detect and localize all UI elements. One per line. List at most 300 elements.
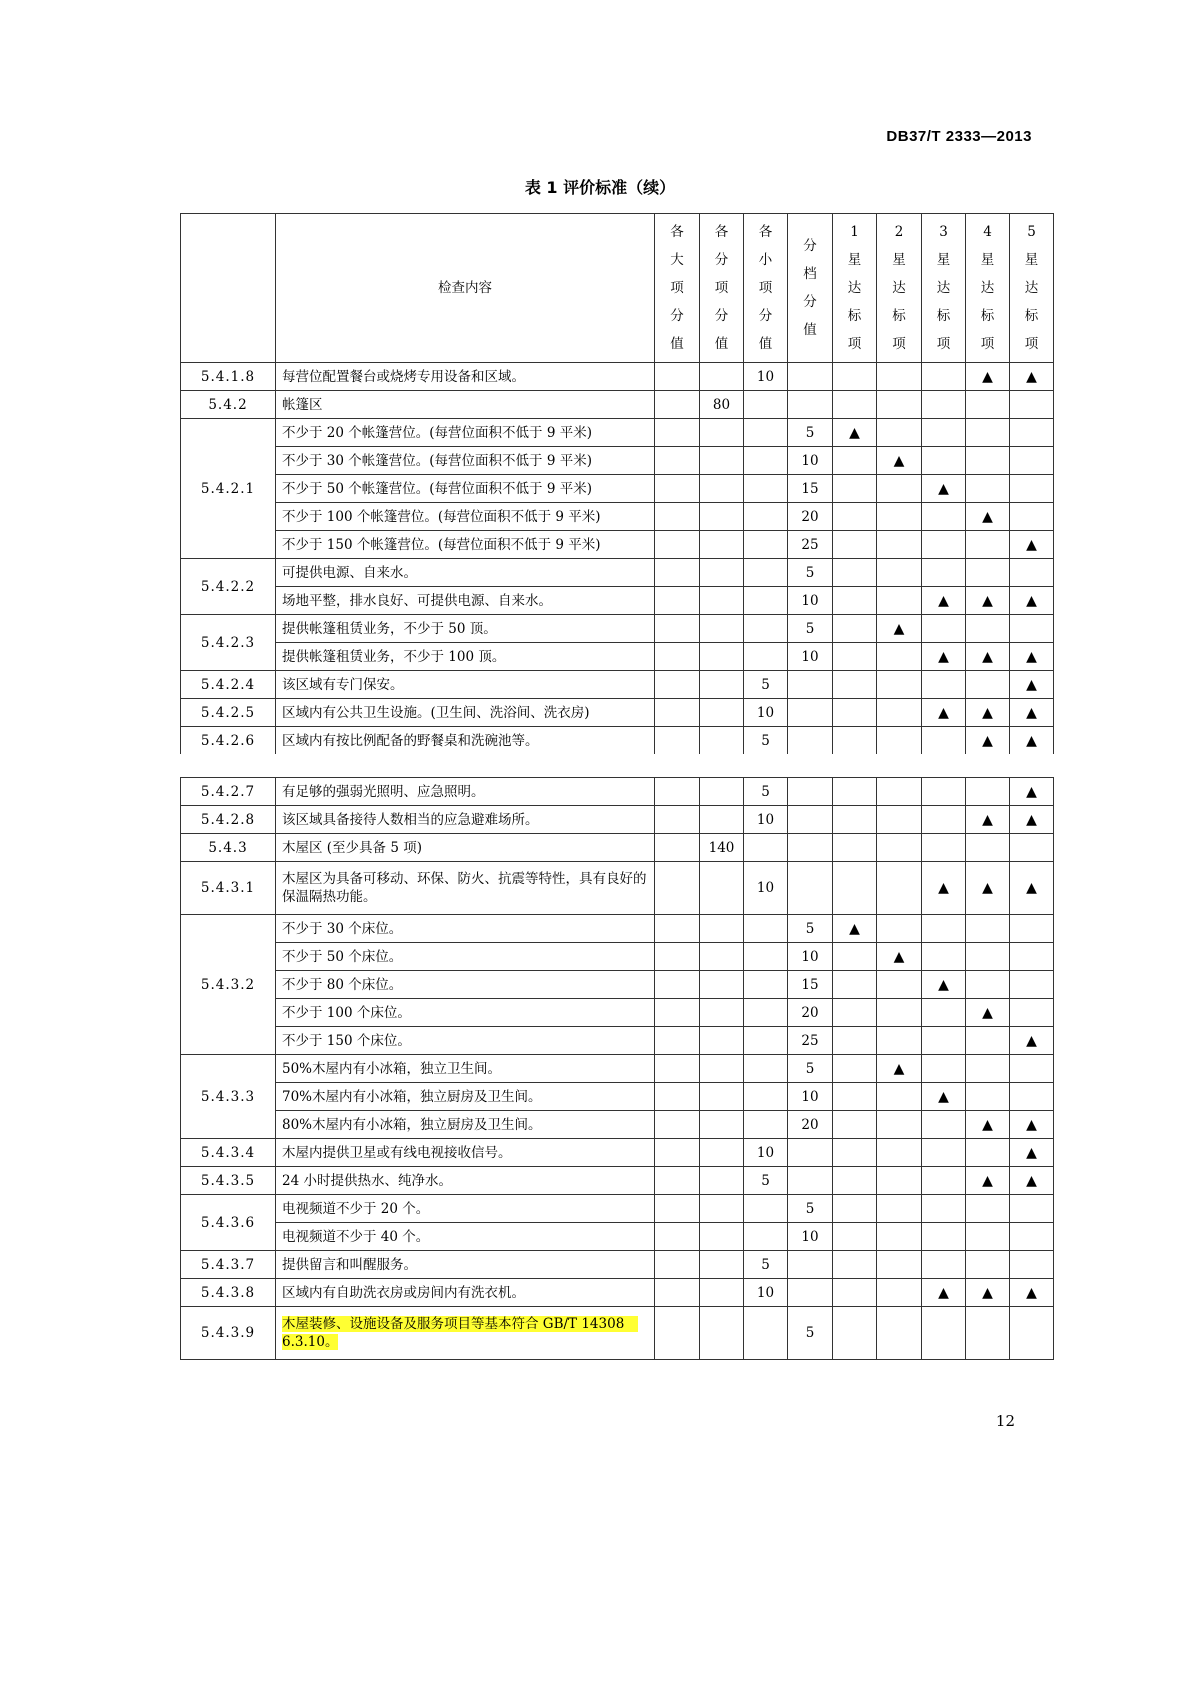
star1-mark (833, 1055, 877, 1083)
score-tier: 25 (788, 1027, 833, 1055)
score-tier: 5 (788, 615, 833, 643)
item-content: 80%木屋内有小冰箱，独立厨房及卫生间。 (276, 1111, 655, 1139)
score-major (655, 503, 700, 531)
score-major (655, 531, 700, 559)
score-sub (700, 671, 744, 699)
score-major (655, 1111, 700, 1139)
star1-mark (833, 1195, 877, 1223)
score-tier (788, 806, 833, 834)
score-minor: 10 (744, 862, 788, 915)
score-major (655, 699, 700, 727)
star1-mark (833, 1223, 877, 1251)
star2-mark: ▲ (877, 447, 922, 475)
score-tier: 5 (788, 1055, 833, 1083)
star3-mark (922, 1167, 966, 1195)
star3-mark: ▲ (922, 587, 966, 615)
score-minor (744, 587, 788, 615)
table-row (181, 862, 1054, 915)
score-major (655, 643, 700, 671)
score-minor (744, 1083, 788, 1111)
star5-mark: ▲ (1010, 778, 1054, 806)
item-code: 5.4.3.1 (181, 862, 276, 915)
item-content: 每营位配置餐台或烧烤专用设备和区域。 (276, 363, 655, 391)
star1-mark (833, 834, 877, 862)
score-tier: 25 (788, 531, 833, 559)
star2-mark (877, 834, 922, 862)
score-major (655, 943, 700, 971)
star3-mark (922, 671, 966, 699)
score-tier: 20 (788, 503, 833, 531)
score-sub (700, 1167, 744, 1195)
star1-mark (833, 503, 877, 531)
star4-mark (966, 1251, 1010, 1279)
star2-mark (877, 727, 922, 755)
table-row (181, 778, 1054, 806)
score-major (655, 971, 700, 999)
star4-mark: ▲ (966, 699, 1010, 727)
star5-mark: ▲ (1010, 1167, 1054, 1195)
star2-mark (877, 643, 922, 671)
item-code: 5.4.2.7 (181, 778, 276, 806)
score-tier: 5 (788, 419, 833, 447)
star5-mark: ▲ (1010, 1111, 1054, 1139)
score-minor (744, 503, 788, 531)
item-content: 场地平整，排水良好、可提供电源、自来水。 (276, 587, 655, 615)
star5-mark (1010, 419, 1054, 447)
star2-mark: ▲ (877, 615, 922, 643)
score-sub (700, 806, 744, 834)
item-content: 提供帐篷租赁业务，不少于 50 顶。 (276, 615, 655, 643)
score-sub (700, 503, 744, 531)
item-code: 5.4.2.2 (181, 559, 276, 615)
item-code: 5.4.2 (181, 391, 276, 419)
star1-mark (833, 1307, 877, 1360)
star3-mark (922, 727, 966, 755)
score-major (655, 806, 700, 834)
star3-mark (922, 419, 966, 447)
star2-mark (877, 363, 922, 391)
table-row (181, 615, 1054, 643)
table-row (181, 1167, 1054, 1195)
table-header-row (181, 214, 1054, 363)
score-minor (744, 559, 788, 587)
score-sub (700, 862, 744, 915)
score-tier (788, 1251, 833, 1279)
score-tier (788, 1167, 833, 1195)
score-major (655, 1027, 700, 1055)
item-code: 5.4.2.5 (181, 699, 276, 727)
item-code: 5.4.3.3 (181, 1055, 276, 1139)
star3-mark (922, 1195, 966, 1223)
star3-mark (922, 834, 966, 862)
star3-mark (922, 1139, 966, 1167)
score-minor: 10 (744, 1279, 788, 1307)
score-sub (700, 1223, 744, 1251)
item-content: 帐篷区 (276, 391, 655, 419)
star4-mark (966, 447, 1010, 475)
star1-mark (833, 643, 877, 671)
header-content: 检查内容 (276, 214, 655, 363)
star5-mark: ▲ (1010, 727, 1054, 755)
item-content: 区域内有公共卫生设施。(卫生间、洗浴间、洗衣房) (276, 699, 655, 727)
star5-mark: ▲ (1010, 671, 1054, 699)
table-segment-1-clip (175, 213, 1060, 754)
star5-mark: ▲ (1010, 806, 1054, 834)
star3-mark (922, 943, 966, 971)
score-sub (700, 475, 744, 503)
star5-mark (1010, 503, 1054, 531)
item-content: 该区域具备接待人数相当的应急避难场所。 (276, 806, 655, 834)
score-major (655, 778, 700, 806)
score-tier: 10 (788, 643, 833, 671)
table-row (181, 1223, 1054, 1251)
score-sub (700, 1307, 744, 1360)
score-major (655, 915, 700, 943)
score-minor (744, 615, 788, 643)
star4-mark (966, 475, 1010, 503)
star2-mark (877, 1027, 922, 1055)
star4-mark (966, 1027, 1010, 1055)
score-major (655, 1139, 700, 1167)
table-row (181, 806, 1054, 834)
score-sub: 140 (700, 834, 744, 862)
score-minor: 10 (744, 363, 788, 391)
star4-mark (966, 615, 1010, 643)
star5-mark (1010, 475, 1054, 503)
score-sub (700, 559, 744, 587)
star1-mark (833, 587, 877, 615)
score-tier: 5 (788, 915, 833, 943)
item-code: 5.4.3.5 (181, 1167, 276, 1195)
item-content: 不少于 50 个帐篷营位。(每营位面积不低于 9 平米) (276, 475, 655, 503)
star2-mark (877, 1167, 922, 1195)
star2-mark (877, 1251, 922, 1279)
table-row (181, 503, 1054, 531)
star1-mark (833, 1167, 877, 1195)
table-row (181, 1027, 1054, 1055)
score-sub: 80 (700, 391, 744, 419)
item-content (276, 1307, 655, 1360)
header-star1: 1星达标项 (833, 214, 877, 363)
score-sub (700, 699, 744, 727)
star3-mark (922, 778, 966, 806)
table-row (181, 363, 1054, 391)
score-tier: 5 (788, 559, 833, 587)
item-code: 5.4.3.8 (181, 1279, 276, 1307)
item-code: 5.4.3.6 (181, 1195, 276, 1251)
score-tier (788, 834, 833, 862)
star3-mark: ▲ (922, 475, 966, 503)
score-tier: 15 (788, 475, 833, 503)
table-row (181, 1279, 1054, 1307)
table-row (181, 1083, 1054, 1111)
star3-mark (922, 1251, 966, 1279)
header-minor: 各小项分值 (744, 214, 788, 363)
item-code: 5.4.3.9 (181, 1307, 276, 1360)
score-minor: 10 (744, 1139, 788, 1167)
table-row (181, 943, 1054, 971)
score-tier (788, 363, 833, 391)
table-row (181, 447, 1054, 475)
star1-mark (833, 999, 877, 1027)
star3-mark: ▲ (922, 971, 966, 999)
star3-mark (922, 615, 966, 643)
star3-mark (922, 1111, 966, 1139)
score-minor (744, 531, 788, 559)
table-row (181, 559, 1054, 587)
star4-mark (966, 971, 1010, 999)
score-tier: 10 (788, 587, 833, 615)
score-minor (744, 1195, 788, 1223)
score-tier: 10 (788, 1223, 833, 1251)
star4-mark (966, 419, 1010, 447)
item-content: 区域内有自助洗衣房或房间内有洗衣机。 (276, 1279, 655, 1307)
header-star5: 5星达标项 (1010, 214, 1054, 363)
header-sub: 各分项分值 (700, 214, 744, 363)
star1-mark (833, 1251, 877, 1279)
star1-mark (833, 475, 877, 503)
star1-mark (833, 1083, 877, 1111)
score-minor: 5 (744, 1251, 788, 1279)
score-major (655, 1195, 700, 1223)
star2-mark (877, 999, 922, 1027)
star5-mark (1010, 391, 1054, 419)
star5-mark (1010, 971, 1054, 999)
table-row (181, 727, 1054, 755)
star3-mark: ▲ (922, 699, 966, 727)
star4-mark (966, 1223, 1010, 1251)
star5-mark (1010, 615, 1054, 643)
score-tier: 20 (788, 1111, 833, 1139)
star1-mark (833, 531, 877, 559)
star2-mark (877, 1223, 922, 1251)
score-sub (700, 363, 744, 391)
star3-mark: ▲ (922, 1279, 966, 1307)
star3-mark (922, 1055, 966, 1083)
star4-mark (966, 834, 1010, 862)
star3-mark (922, 447, 966, 475)
star2-mark: ▲ (877, 943, 922, 971)
item-content: 70%木屋内有小冰箱，独立厨房及卫生间。 (276, 1083, 655, 1111)
score-tier (788, 862, 833, 915)
score-minor (744, 391, 788, 419)
document-code: DB37/T 2333—2013 (886, 128, 1032, 145)
star4-mark: ▲ (966, 363, 1010, 391)
table-row (181, 643, 1054, 671)
score-minor (744, 999, 788, 1027)
star2-mark (877, 1307, 922, 1360)
score-sub (700, 1251, 744, 1279)
score-tier (788, 699, 833, 727)
star3-mark: ▲ (922, 643, 966, 671)
table-row (181, 587, 1054, 615)
star2-mark (877, 915, 922, 943)
score-sub (700, 531, 744, 559)
score-tier (788, 1139, 833, 1167)
table-row (181, 531, 1054, 559)
star2-mark (877, 503, 922, 531)
star3-mark (922, 503, 966, 531)
star5-mark (1010, 999, 1054, 1027)
star3-mark (922, 363, 966, 391)
item-code: 5.4.3.2 (181, 915, 276, 1055)
score-major (655, 1251, 700, 1279)
item-content: 不少于 30 个帐篷营位。(每营位面积不低于 9 平米) (276, 447, 655, 475)
score-minor (744, 915, 788, 943)
score-minor: 5 (744, 727, 788, 755)
star3-mark (922, 1223, 966, 1251)
star2-mark (877, 806, 922, 834)
star3-mark (922, 1027, 966, 1055)
score-major (655, 559, 700, 587)
score-minor (744, 1307, 788, 1360)
star3-mark (922, 531, 966, 559)
item-code: 5.4.3.4 (181, 1139, 276, 1167)
score-sub (700, 727, 744, 755)
star5-mark (1010, 943, 1054, 971)
score-minor (744, 643, 788, 671)
star2-mark (877, 1279, 922, 1307)
item-content: 不少于 100 个帐篷营位。(每营位面积不低于 9 平米) (276, 503, 655, 531)
star1-mark (833, 778, 877, 806)
score-tier (788, 727, 833, 755)
score-minor: 10 (744, 806, 788, 834)
item-code: 5.4.2.6 (181, 727, 276, 755)
score-major (655, 363, 700, 391)
score-sub (700, 778, 744, 806)
star2-mark (877, 1111, 922, 1139)
score-tier (788, 671, 833, 699)
score-major (655, 862, 700, 915)
star1-mark (833, 699, 877, 727)
item-content: 木屋区为具备可移动、环保、防火、抗震等特性，具有良好的保温隔热功能。 (276, 862, 655, 915)
score-sub (700, 1279, 744, 1307)
score-major (655, 1223, 700, 1251)
item-content: 有足够的强弱光照明、应急照明。 (276, 778, 655, 806)
criteria-table-segment-1 (180, 213, 1054, 754)
table-row (181, 834, 1054, 862)
score-sub (700, 943, 744, 971)
star2-mark (877, 699, 922, 727)
score-major (655, 671, 700, 699)
star1-mark (833, 1111, 877, 1139)
table-row (181, 915, 1054, 943)
star1-mark (833, 615, 877, 643)
score-sub (700, 447, 744, 475)
item-content: 电视频道不少于 40 个。 (276, 1223, 655, 1251)
star5-mark: ▲ (1010, 1027, 1054, 1055)
score-minor (744, 447, 788, 475)
star3-mark: ▲ (922, 1083, 966, 1111)
star1-mark: ▲ (833, 915, 877, 943)
score-minor: 5 (744, 1167, 788, 1195)
score-major (655, 1307, 700, 1360)
score-minor (744, 971, 788, 999)
star5-mark (1010, 834, 1054, 862)
star1-mark (833, 1027, 877, 1055)
item-content: 24 小时提供热水、纯净水。 (276, 1167, 655, 1195)
table-row (181, 671, 1054, 699)
score-tier: 10 (788, 1083, 833, 1111)
star5-mark (1010, 447, 1054, 475)
score-tier: 10 (788, 943, 833, 971)
item-content: 木屋内提供卫星或有线电视接收信号。 (276, 1139, 655, 1167)
star4-mark (966, 1083, 1010, 1111)
score-minor (744, 834, 788, 862)
score-minor (744, 1223, 788, 1251)
score-major (655, 615, 700, 643)
score-sub (700, 971, 744, 999)
star2-mark (877, 1195, 922, 1223)
score-sub (700, 1027, 744, 1055)
score-major (655, 447, 700, 475)
score-sub (700, 643, 744, 671)
star3-mark (922, 915, 966, 943)
star5-mark (1010, 1055, 1054, 1083)
score-tier: 5 (788, 1307, 833, 1360)
star2-mark (877, 971, 922, 999)
score-minor (744, 475, 788, 503)
star5-mark: ▲ (1010, 531, 1054, 559)
score-tier (788, 1279, 833, 1307)
star4-mark: ▲ (966, 727, 1010, 755)
score-major (655, 1083, 700, 1111)
star1-mark (833, 671, 877, 699)
score-major (655, 999, 700, 1027)
star1-mark (833, 806, 877, 834)
star5-mark (1010, 559, 1054, 587)
star5-mark: ▲ (1010, 699, 1054, 727)
score-minor (744, 1111, 788, 1139)
score-tier (788, 778, 833, 806)
star4-mark (966, 391, 1010, 419)
star4-mark (966, 531, 1010, 559)
star2-mark (877, 475, 922, 503)
table-row (181, 1055, 1054, 1083)
item-content: 不少于 50 个床位。 (276, 943, 655, 971)
score-minor (744, 1027, 788, 1055)
table-row (181, 1307, 1054, 1360)
star2-mark: ▲ (877, 1055, 922, 1083)
star3-mark: ▲ (922, 862, 966, 915)
header-tier: 分档分值 (788, 214, 833, 363)
score-tier: 15 (788, 971, 833, 999)
item-code: 5.4.3.7 (181, 1251, 276, 1279)
star1-mark (833, 971, 877, 999)
star1-mark (833, 1279, 877, 1307)
header-major: 各大项分值 (655, 214, 700, 363)
star1-mark (833, 447, 877, 475)
item-content: 不少于 150 个帐篷营位。(每营位面积不低于 9 平米) (276, 531, 655, 559)
score-minor: 5 (744, 778, 788, 806)
star4-mark (966, 943, 1010, 971)
item-content: 不少于 80 个床位。 (276, 971, 655, 999)
score-sub (700, 1055, 744, 1083)
star5-mark (1010, 1307, 1054, 1360)
star5-mark (1010, 915, 1054, 943)
item-content: 不少于 20 个帐篷营位。(每营位面积不低于 9 平米) (276, 419, 655, 447)
item-code: 5.4.2.8 (181, 806, 276, 834)
score-major (655, 419, 700, 447)
star5-mark: ▲ (1010, 1139, 1054, 1167)
star3-mark (922, 559, 966, 587)
score-major (655, 727, 700, 755)
star4-mark (966, 1307, 1010, 1360)
star1-mark (833, 559, 877, 587)
table-row (181, 419, 1054, 447)
star4-mark: ▲ (966, 587, 1010, 615)
star3-mark (922, 391, 966, 419)
